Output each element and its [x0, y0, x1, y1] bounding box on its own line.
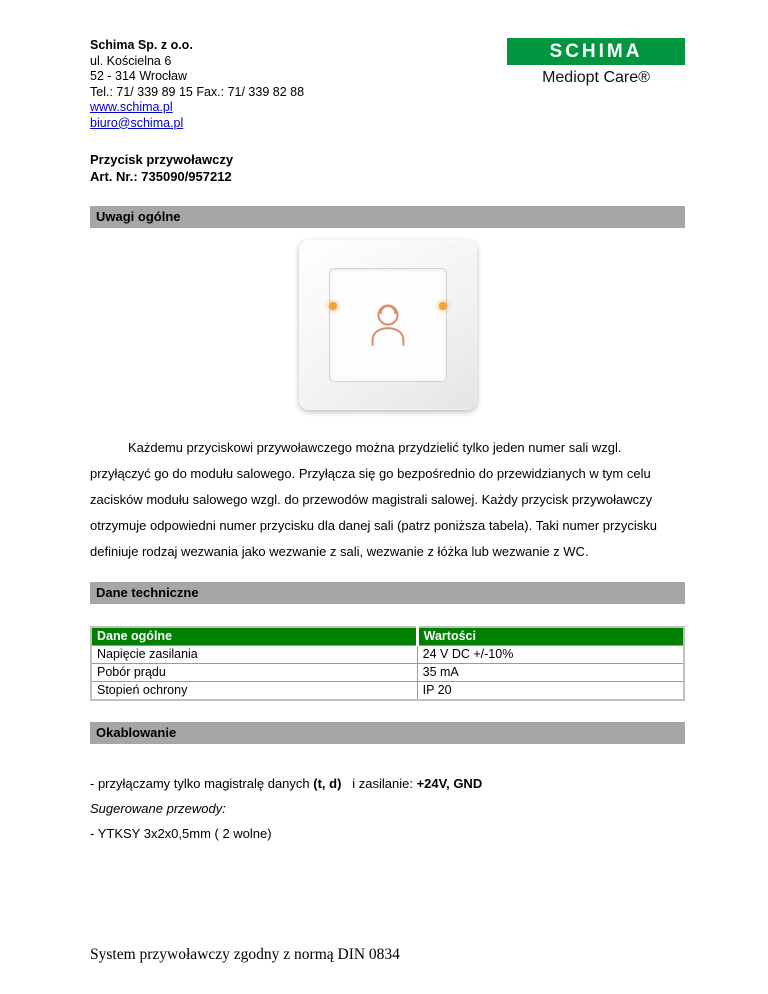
company-phone-fax: Tel.: 71/ 339 89 15 Fax.: 71/ 339 82 88: [90, 84, 305, 99]
table-header-row: [91, 627, 684, 646]
led-indicator-left: [329, 302, 337, 310]
product-title-block: [90, 152, 685, 185]
section-header-general-notes: Uwagi ogólne: [90, 206, 685, 228]
product-image: [90, 239, 685, 411]
table-header-values: Wartości: [417, 627, 684, 646]
general-notes-paragraph: Każdemu przyciskowi przywoławczego można przydzielić tylko jeden numer sali wzgl. przyłączyć go do modułu salowego. Przyłącza się go bezpośrednio do przewidzianych w tym celu zacisków modułu salowego wzgl. do przewodów magistrali salowej. Każdy przycisk przywoławczy otrzymuje odpowiedni numer przycisku dla danej sali (patrz poniższa tabela). Taki numer przycisku definiuje rodzaj wezwania jako wezwanie z sali, wezwanie z łóżka lub wezwanie z WC.: [90, 440, 657, 559]
wiring-bold-power: +24V, GND: [416, 776, 483, 791]
company-name: Schima Sp. z o.o.: [90, 38, 193, 52]
table-cell-value: 35 mA: [417, 664, 684, 682]
company-logo-block: [507, 38, 685, 87]
section-header-technical-data: Dane techniczne: [90, 582, 685, 604]
page-footer: System przywoławczy zgodny z normą DIN 0834: [90, 946, 400, 963]
wiring-line-bus: [90, 771, 685, 796]
table-cell-value: IP 20: [417, 682, 684, 701]
document-header: [90, 38, 685, 131]
company-address-block: [90, 38, 304, 131]
schima-logo: SCHIMA: [507, 38, 685, 65]
wiring-text-1: - przyłączamy tylko magistralę danych: [90, 776, 314, 791]
wiring-notes: [90, 771, 685, 846]
wiring-text-2: i zasilanie:: [341, 776, 417, 791]
company-website-row: [90, 100, 304, 116]
person-icon: [359, 296, 417, 354]
table-cell-label: Pobór prądu: [91, 664, 417, 682]
table-cell-label: Napięcie zasilania: [91, 646, 417, 664]
call-button-plate: [299, 240, 477, 410]
call-button-face: [329, 268, 447, 382]
table-cell-label: Stopień ochrony: [91, 682, 417, 701]
product-title: Przycisk przywoławczy: [90, 152, 234, 167]
website-link[interactable]: www.schima.pl: [90, 100, 173, 114]
wiring-bold-td: (t, d): [313, 776, 342, 791]
technical-data-table: [90, 626, 685, 701]
logo-tagline: Mediopt Care®: [542, 69, 650, 86]
email-link[interactable]: biuro@schima.pl: [90, 115, 184, 130]
section-header-wiring: Okablowanie: [90, 722, 685, 744]
wiring-cable-type: - YTKSY 3x2x0,5mm ( 2 wolne): [90, 826, 272, 841]
table-header-general: Dane ogólne: [91, 627, 417, 646]
company-street: ul. Kościelna 6: [90, 53, 172, 68]
table-row: [91, 646, 684, 664]
table-cell-value: 24 V DC +/-10%: [417, 646, 684, 664]
company-email-row: [90, 116, 304, 132]
led-indicator-right: [439, 302, 447, 310]
product-article-number: Art. Nr.: 735090/957212: [90, 168, 232, 184]
table-row: [91, 664, 684, 682]
company-city: 52 - 314 Wrocław: [90, 69, 188, 83]
table-row: [91, 682, 684, 701]
wiring-suggested-label: Sugerowane przewody:: [90, 801, 226, 816]
